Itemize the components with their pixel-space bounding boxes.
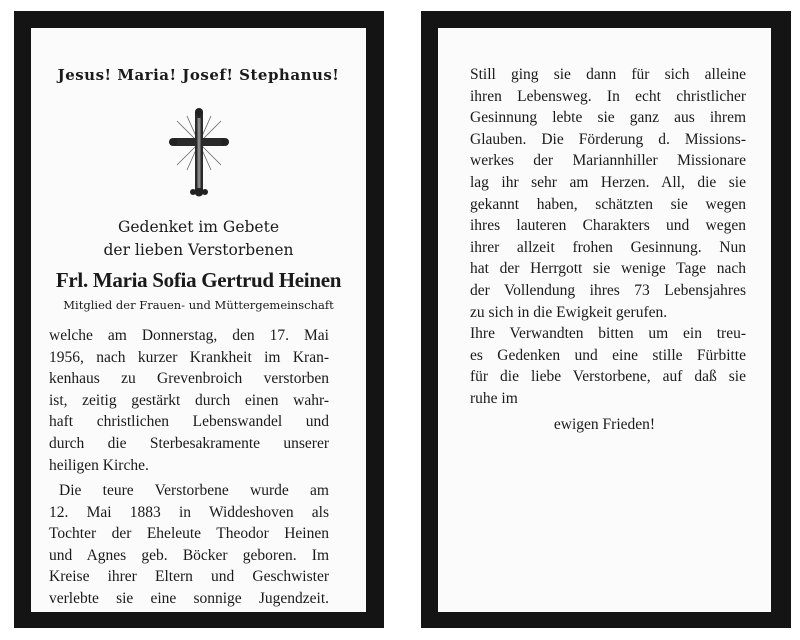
text-line: der Vollendung ihres 73 Lebensjahres	[470, 281, 746, 299]
text-line: für die liebe Verstorbene, auf daß sie	[470, 368, 746, 386]
memorial-card-back	[421, 11, 791, 628]
prayer-line: der lieben Verstorbenen	[103, 241, 294, 259]
closing-line: ewigen Frieden!	[553, 416, 656, 433]
text-line: lag ihr sehr am Herzen. All, die sie	[470, 173, 746, 191]
text-line: kenhaus zu Grevenbroich verstorben	[49, 370, 329, 388]
text-line: es Gedenken und eine stille Fürbitte	[470, 346, 746, 364]
text-line: 1956, nach kurzer Krankheit im Kran-	[49, 348, 329, 366]
prayer-line: Gedenket im Gebete	[118, 218, 279, 236]
text-line: Still ging sie dann für sich alleine	[470, 66, 746, 83]
biography-text	[470, 64, 746, 410]
invocation-heading: Jesus! Maria! Josef! Stephanus!	[57, 66, 340, 84]
text-line: verlebte sie eine sonnige Jugendzeit.	[49, 589, 329, 607]
text-line: werkes der Mariannhiller Missionare	[470, 152, 746, 170]
memorial-card-front	[14, 11, 384, 628]
text-line: hat der Herrgott sie wenige Tage nach	[470, 260, 746, 278]
text-line: ihrer allzeit frohen Gesinnung. Nun	[470, 238, 746, 256]
text-line: zu sich in die Ewigkeit gerufen.	[470, 303, 668, 321]
text-line: Gesinnung lebte sie ganz aus ihrem	[470, 109, 746, 127]
text-line: welche am Donnerstag, den 17. Mai	[49, 327, 329, 344]
text-line: heiligen Kirche.	[49, 456, 149, 474]
membership-note: Mitglied der Frauen- und Müttergemeinschaft	[63, 298, 334, 312]
cross-with-rays-icon	[169, 108, 229, 198]
text-line: 12. Mai 1883 in Widdeshoven als	[49, 503, 329, 521]
prayer-request	[31, 216, 366, 262]
text-line: ruhe im	[470, 389, 518, 407]
deceased-name: Frl. Maria Sofia Gertrud Heinen	[55, 268, 342, 292]
text-line: ist, zeitig gestärkt durch einen wahr-	[49, 391, 329, 409]
text-line: gekannt haben, schätzten sie wegen	[470, 195, 746, 213]
card-front-panel	[31, 28, 366, 612]
card-back-panel	[438, 28, 771, 612]
text-line: haft christlichen Lebenswandel und	[49, 413, 329, 431]
text-line: Ihre Verwandten bitten um ein treu-	[470, 325, 746, 343]
text-line: durch die Sterbesakramente unserer	[49, 434, 329, 452]
text-line: und Agnes geb. Böcker geboren. Im	[49, 546, 329, 564]
text-line: Tochter der Eheleute Theodor Heinen	[49, 525, 329, 543]
text-line: Kreise ihrer Eltern und Geschwister	[49, 568, 329, 586]
paragraph-death	[49, 325, 329, 476]
text-line: ihren Lebensweg. In echt christlicher	[470, 87, 746, 105]
paragraph-birth	[49, 480, 329, 610]
text-line: ihres lauteren Charakters und wegen	[470, 217, 746, 235]
text-line: Glauben. Die Förderung d. Missions-	[470, 130, 746, 148]
text-line: Die teure Verstorbene wurde am	[59, 482, 329, 499]
